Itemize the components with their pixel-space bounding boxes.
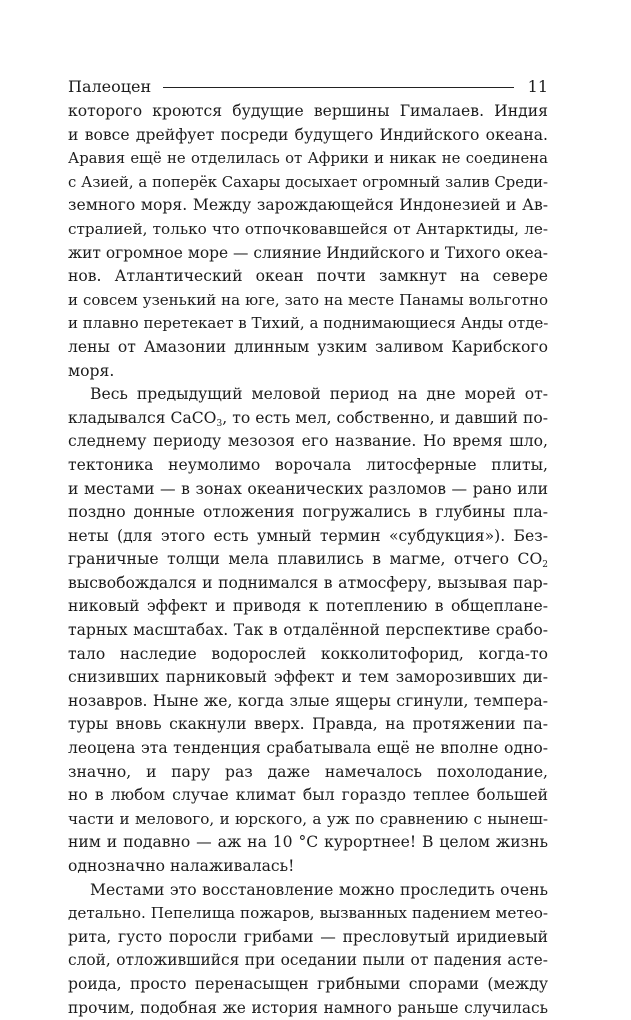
text-line: кладывался CaCO$_3$, то есть мел, собственно, и давший по- bbox=[68, 408, 548, 429]
text-line: значно, и пару раз даже намечалось похолодание, bbox=[68, 762, 548, 781]
text-line: высвобождался и поднимался в атмосферу, вызывая пар- bbox=[68, 573, 548, 592]
chemical-subscript: 3 bbox=[216, 418, 223, 429]
body-text bbox=[68, 100, 548, 1020]
running-header bbox=[68, 74, 548, 98]
text-line: и местами — в зонах океанических разломов — рано или bbox=[68, 479, 548, 498]
text-line: никовый эффект и приводя к потеплению в общеплане- bbox=[68, 597, 548, 616]
text-line: Весь предыдущий меловой период на дне морей от- bbox=[90, 385, 548, 404]
text-line: но в любом случае климат был гораздо теплее большей bbox=[68, 786, 548, 805]
text-line: нозавров. Ныне же, когда злые ящеры сгинули, темпера- bbox=[68, 691, 548, 710]
running-title: Палеоцен bbox=[68, 76, 152, 96]
text-line: и совсем узенький на юге, зато на месте Панамы вольготно bbox=[68, 290, 548, 309]
text-line: и вовсе дрейфует посреди будущего Индийского океана. bbox=[68, 125, 548, 144]
text-line: тарных масштабах. Так в отдалённой перспективе срабо- bbox=[68, 621, 548, 640]
text-line: тало наследие водорослей кокколитофорид, когда-то bbox=[68, 644, 548, 663]
chemical-subscript: 2 bbox=[542, 560, 548, 571]
text-line: моря. bbox=[68, 361, 115, 380]
text-line: нов. Атлантический океан почти замкнут на севере bbox=[68, 267, 548, 286]
text-line: детально. Пепелища пожаров, вызванных падением метео- bbox=[68, 904, 548, 923]
text-line: Местами это восстановление можно проследить очень bbox=[90, 880, 548, 899]
text-line: поздно донные отложения погружались в глубины пла- bbox=[68, 503, 548, 522]
text-line: однозначно налаживалась! bbox=[68, 857, 295, 875]
header-rule bbox=[163, 87, 513, 88]
text-line: части и мелового, и юрского, а уж по сравнению с нынеш- bbox=[68, 809, 548, 828]
text-line: стралией, только что отпочковавшейся от Антарктиды, ле- bbox=[68, 219, 548, 238]
text-line: земного моря. Между зарождающейся Индонезией и Ав- bbox=[68, 196, 548, 215]
text-line: ним и подавно — аж на 10 °С курортнее! В целом жизнь bbox=[68, 833, 548, 852]
text-line: тектоника неумолимо ворочала литосферные плиты, bbox=[68, 455, 548, 474]
text-line: слой, отложившийся при оседании пыли от падения асте- bbox=[68, 951, 548, 970]
text-line: и плавно перетекает в Тихий, а поднимающиеся Анды отде- bbox=[68, 314, 549, 333]
text-line: рита, густо поросли грибами — пресловутый иридиевый bbox=[68, 927, 548, 946]
text-line: которого кроются будущие вершины Гималаев. Индия bbox=[68, 102, 548, 120]
text-line: туры вновь скакнули вверх. Правда, на протяжении па- bbox=[68, 715, 548, 734]
text-line: жит огромное море — слияние Индийского и Тихого океа- bbox=[68, 243, 548, 262]
text-line: граничные толщи мела плавились в магме, отчего $CO_2$ bbox=[68, 550, 548, 571]
text-line: следнему периоду мезозоя его название. Но время шло, bbox=[68, 432, 548, 451]
text-line: с Азией, а поперёк Сахары досыхает огромный залив Среди- bbox=[68, 173, 548, 191]
text-line: лены от Амазонии длинным узким заливом Карибского bbox=[68, 337, 548, 356]
text-line: прочим, подобная же история намного раньше случилась bbox=[68, 998, 548, 1017]
text-line: неты (для этого есть умный термин «субдукция»). Без- bbox=[68, 526, 548, 545]
text-line: леоцена эта тенденция срабатывала ещё не вполне одно- bbox=[68, 739, 548, 758]
text-line: снизивших парниковый эффект и тем заморозивших ди- bbox=[68, 668, 548, 687]
text-line: роида, просто перенасыщен грибными спорами (между bbox=[68, 974, 548, 993]
text-line: Аравия ещё не отделилась от Африки и никак не соединена bbox=[68, 150, 548, 168]
page-number: 11 bbox=[527, 76, 548, 96]
